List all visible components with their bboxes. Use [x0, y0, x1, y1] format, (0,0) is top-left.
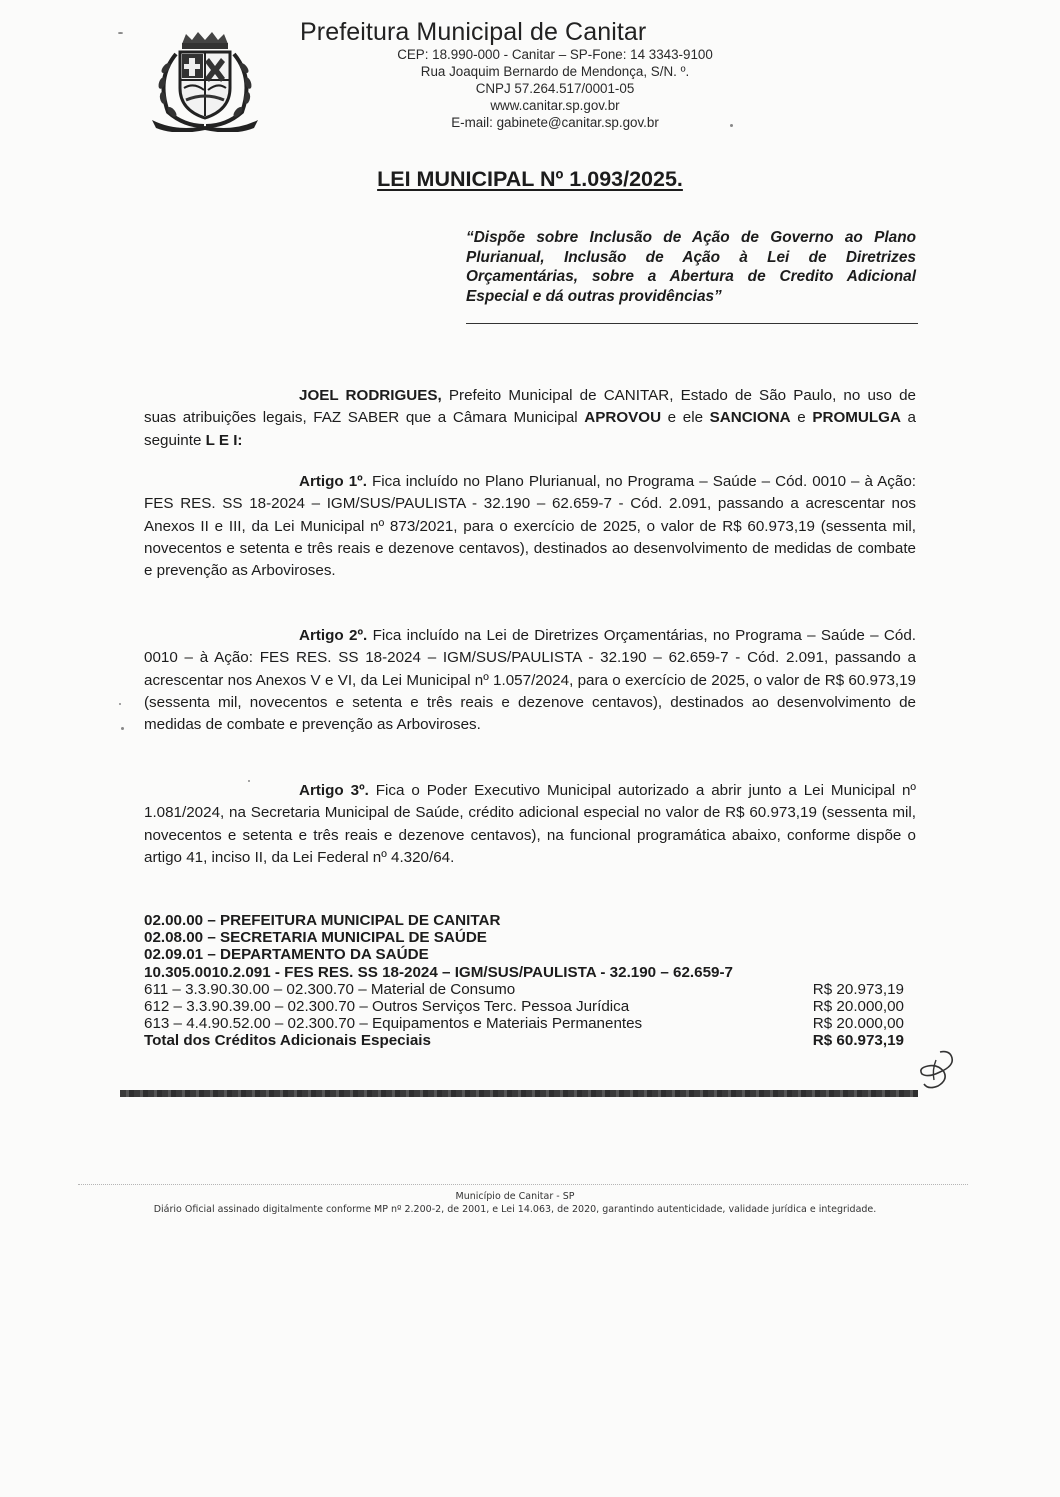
law-ementa: “Dispõe sobre Inclusão de Ação de Governo ao Plano Plurianual, Inclusão de Ação à Lei de Diretrizes Orçamentárias, sobre a Abertura de Credito Adicional Especial e dá outras providências” [466, 229, 916, 305]
article-text: Fica incluído no Plano Plurianual, no Programa – Saúde – Cód. 0010 – à Ação: FES RES. SS 18-2024 – IGM/SUS/PAULISTA - 32.190 – 62.659-7 - Cód. 2.091, passando a acrescentar nos Anexos II e III, da Lei Municipal nº 873/2021, para o exercício de 2025, o valor de R$ 60.973,19 (sessenta mil, novecentos e setenta e três reais e dezenove centavos), destinados ao desenvolvimento de medidas de combate e prevenção as Arboviroses. [144, 473, 916, 580]
funcional-total: Total dos Créditos Adicionais Especiais R$ 60.973,19 [144, 1032, 904, 1050]
article-label: Artigo 1º. [299, 473, 367, 490]
funcional-item: 613 – 4.4.90.52.00 – 02.300.70 – Equipamentos e Materiais Permanentes R$ 20.000,00 [144, 1015, 904, 1033]
intro-paragraph: JOEL RODRIGUES, Prefeito Municipal de CANITAR, Estado de São Paulo, no uso de suas atribuições legais, FAZ SABER que a Câmara Municipal APROVOU e ele SANCIONA e PROMULGA a seguinte L E I: [144, 387, 917, 449]
footer-divider [78, 1184, 968, 1185]
item-amount: R$ 20.973,19 [812, 980, 904, 998]
ementa-underline [466, 323, 918, 324]
article-1 [144, 471, 916, 582]
footer-municipio: Município de Canitar - SP [455, 1191, 575, 1202]
item-amount: R$ 20.000,00 [812, 1015, 904, 1033]
header-email: E-mail: gabinete@canitar.sp.gov.br [451, 115, 659, 130]
section-divider [120, 1090, 918, 1097]
handwritten-signature-icon [914, 1048, 964, 1092]
footer-legal-notice: Diário Oficial assinado digitalmente conforme MP nº 2.200-2, de 2001, e Lei 14.063, de 2020, garantindo autenticidade, validade jurídica e integridade. [153, 1204, 877, 1215]
funcional-heading: 02.09.01 – DEPARTAMENTO DA SAÚDE [144, 946, 429, 964]
funcional-programatica [144, 912, 904, 1050]
funcional-heading: 02.00.00 – PREFEITURA MUNICIPAL DE CANITAR [144, 912, 501, 929]
article-text: Fica incluído na Lei de Diretrizes Orçamentárias, no Programa – Saúde – Cód. 0010 – à Ação: FES RES. SS 18-2024 – IGM/SUS/PAULISTA - 32.190 – 62.659-7 - Cód. 2.091, passando a acrescentar nos Anexos V e VI, da Lei Municipal nº 1.057/2024, para o exercício de 2025, o valor de R$ 60.973,19 (sessenta mil, novecentos e setenta e três reais e dezenove centavos), destinados ao desenvolvimento de medidas de combate e prevenção as Arboviroses. [144, 627, 916, 734]
scan-speck [121, 727, 124, 730]
funcional-item: 611 – 3.3.90.30.00 – 02.300.70 – Material de Consumo R$ 20.973,19 [144, 980, 904, 998]
org-name: Prefeitura Municipal de Canitar [300, 18, 647, 46]
article-text: Fica o Poder Executivo Municipal autorizado a abrir junto a Lei Municipal nº 1.081/2024, na Secretaria Municipal de Saúde, crédito adicional especial no valor de R$ 60.973,19 (sessenta mil, novecentos e setenta e três reais e dezenove centavos), na funcional programática abaixo, conforme dispõe o artigo 41, inciso II, da Lei Federal nº 4.320/64. [144, 782, 916, 866]
funcional-heading: 10.305.0010.2.091 - FES RES. SS 18-2024 – IGM/SUS/PAULISTA - 32.190 – 62.659-7 [144, 963, 733, 981]
header-cep: CEP: 18.990-000 - Canitar – SP-Fone: 14 3343-9100 [397, 47, 713, 62]
municipal-coat-of-arms-icon [146, 28, 264, 132]
total-amount: R$ 60.973,19 [812, 1032, 904, 1050]
header-address: Rua Joaquim Bernardo de Mendonça, S/N. º. [420, 64, 690, 79]
scan-speck [118, 32, 123, 34]
article-label: Artigo 3º. [299, 782, 369, 799]
header-cnpj: CNPJ 57.264.517/0001-05 [475, 81, 635, 96]
header-contact [300, 46, 770, 131]
article-label: Artigo 2º. [299, 627, 368, 644]
item-amount: R$ 20.000,00 [812, 998, 904, 1016]
mayor-name: JOEL RODRIGUES, [299, 387, 442, 404]
article-2 [144, 625, 916, 736]
scan-speck [119, 703, 121, 705]
funcional-heading: 02.08.00 – SECRETARIA MUNICIPAL DE SAÚDE [144, 929, 487, 947]
scan-speck [730, 124, 733, 127]
article-3 [144, 780, 916, 869]
law-title: LEI MUNICIPAL Nº 1.093/2025. [377, 167, 683, 191]
scan-speck [248, 780, 250, 782]
header-website: www.canitar.sp.gov.br [490, 98, 620, 113]
funcional-item: 612 – 3.3.90.39.00 – 02.300.70 – Outros Serviços Terc. Pessoa Jurídica R$ 20.000,00 [144, 998, 904, 1016]
